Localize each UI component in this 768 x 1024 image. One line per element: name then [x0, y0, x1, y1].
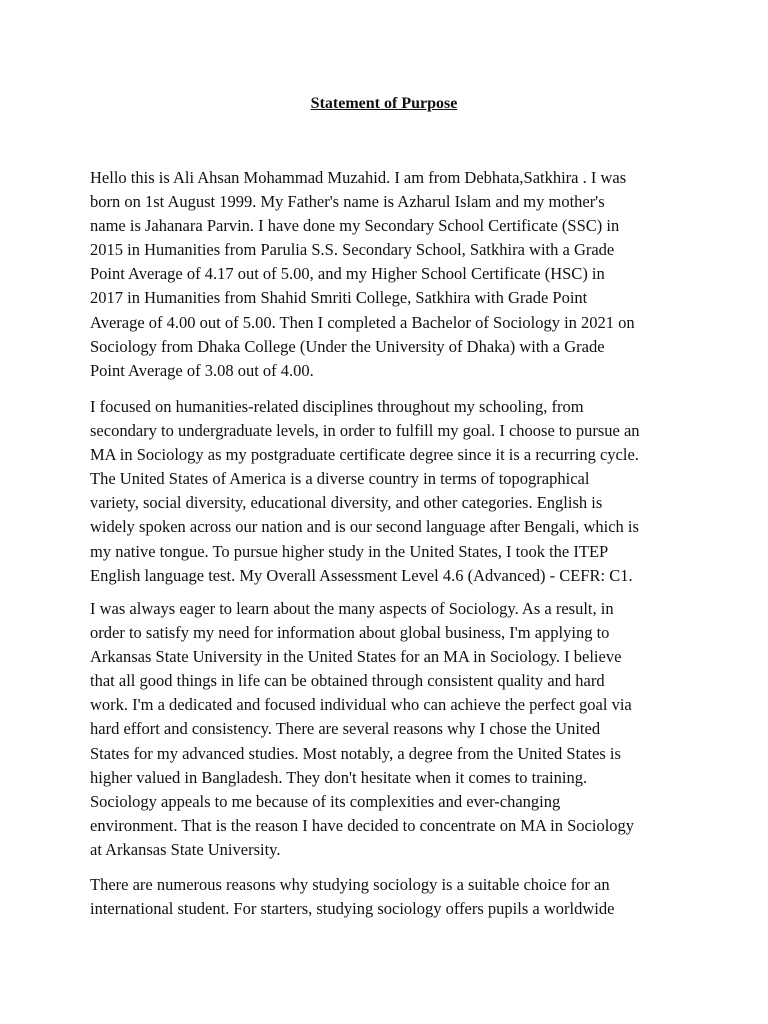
text-line: born on 1st August 1999. My Father's name is Azharul Islam and my mother's	[90, 192, 605, 212]
text-line: at Arkansas State University.	[90, 839, 281, 859]
text-line: international student. For starters, studying sociology offers pupils a worldwide	[90, 899, 615, 919]
document-title: Statement of Purpose	[310, 95, 458, 112]
text-line: 2015 in Humanities from Parulia S.S. Secondary School, Satkhira with a Grade	[90, 240, 615, 260]
paragraph-3	[90, 597, 690, 862]
text-line: Hello this is Ali Ahsan Mohammad Muzahid. I am from Debhata,Satkhira . I was	[90, 168, 627, 187]
text-line: environment. That is the reason I have decided to concentrate on MA in Sociology	[90, 815, 635, 835]
text-line: hard effort and consistency. There are several reasons why I chose the United	[90, 719, 601, 739]
text-line: Point Average of 4.17 out of 5.00, and my Higher School Certificate (HSC) in	[90, 264, 605, 284]
text-line: States for my advanced studies. Most notably, a degree from the United States is	[90, 743, 621, 763]
text-line: Sociology appeals to me because of its complexities and ever-changing	[90, 791, 561, 811]
text-line: order to satisfy my need for information about global business, I'm applying to	[90, 623, 610, 643]
text-line: secondary to undergraduate levels, in order to fulfill my goal. I choose to pursue an	[90, 421, 640, 441]
text-line: Point Average of 3.08 out of 4.00.	[90, 360, 314, 380]
text-line: The United States of America is a diverse country in terms of topographical	[90, 469, 590, 489]
paragraph-2	[90, 395, 690, 588]
paragraph-4	[90, 873, 690, 921]
text-line: work. I'm a dedicated and focused individual who can achieve the perfect goal via	[90, 695, 632, 715]
text-line: 2017 in Humanities from Shahid Smriti College, Satkhira with Grade Point	[90, 288, 588, 308]
text-line: MA in Sociology as my postgraduate certificate degree since it is a recurring cycle.	[90, 445, 639, 465]
text-line: widely spoken across our nation and is our second language after Bengali, which is	[90, 517, 639, 537]
text-line: I focused on humanities-related disciplines throughout my schooling, from	[90, 397, 584, 416]
text-line: English language test. My Overall Assessment Level 4.6 (Advanced) - CEFR: C1.	[90, 565, 633, 585]
text-line: There are numerous reasons why studying sociology is a suitable choice for an	[90, 875, 610, 894]
text-line: my native tongue. To pursue higher study in the United States, I took the ITEP	[90, 541, 609, 561]
text-line: that all good things in life can be obtained through consistent quality and hard	[90, 671, 605, 691]
paragraph-1	[90, 166, 690, 383]
text-line: Arkansas State University in the United States for an MA in Sociology. I believe	[90, 647, 622, 667]
text-line: Sociology from Dhaka College (Under the University of Dhaka) with a Grade	[90, 336, 605, 356]
text-line: higher valued in Bangladesh. They don't hesitate when it comes to training.	[90, 767, 588, 787]
text-line: Average of 4.00 out of 5.00. Then I completed a Bachelor of Sociology in 2021 on	[90, 312, 635, 332]
text-line: name is Jahanara Parvin. I have done my Secondary School Certificate (SSC) in	[90, 216, 620, 236]
text-line: I was always eager to learn about the many aspects of Sociology. As a result, in	[90, 599, 614, 618]
text-line: variety, social diversity, educational diversity, and other categories. English is	[90, 493, 603, 513]
